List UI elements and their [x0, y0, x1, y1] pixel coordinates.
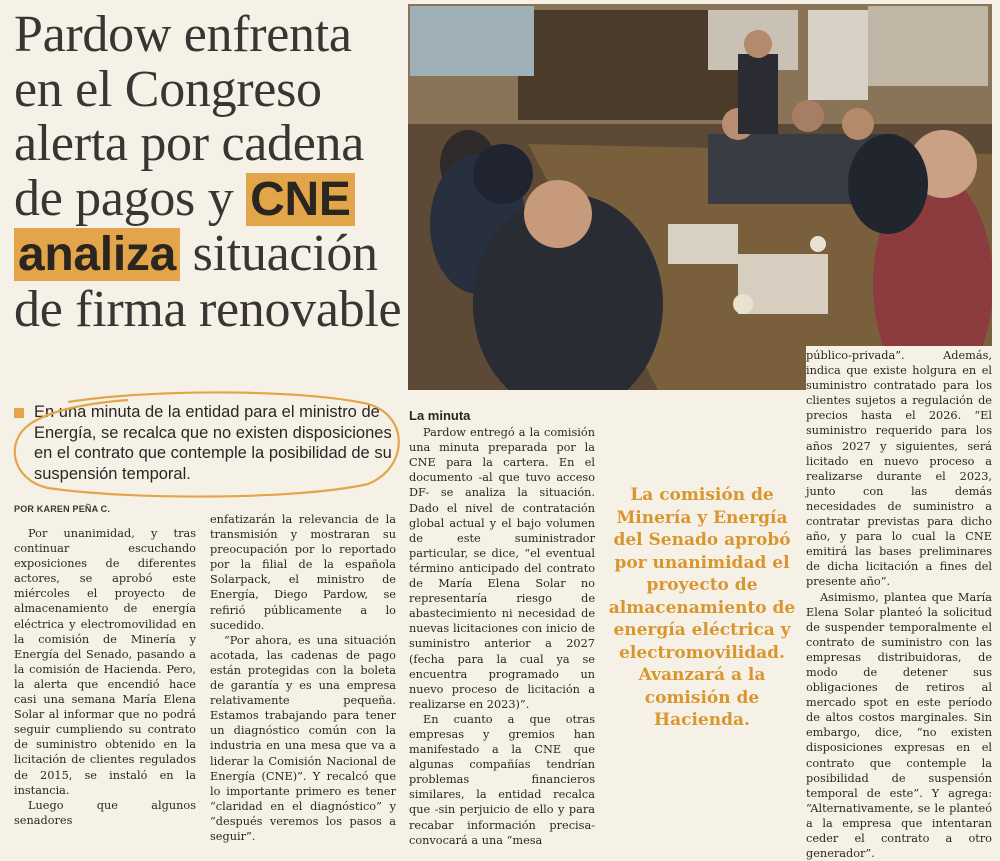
deck-bullet: [14, 408, 24, 418]
paragraph: Asimismo, plantea que María Elena Solar planteó la solicitud de suspender temporalmente el contrato de suministro con las empresas distribuidoras, de modo de detener sus obligaciones de retiros al mercado spot en este período de altos costos marginales. Sin embargo, dice, “no existen disposiciones expresas en el contrato que contemple la posibilidad de suspensión temporal de este”. Y agrega: “Alternativamente, se le planteó a la empresa que intentaran ceder el contrato a otro generador”.: [806, 590, 992, 861]
paragraph: enfatizarán la relevancia de la transmisión y mostraran su preocupación por lo reportado por la filial de la española Solarpack, el ministro de Energía, Diego Pardow, se refirió públicamente a lo sucedido.: [210, 512, 396, 633]
headline-line: en el Congreso: [14, 63, 414, 118]
paragraph: Luego que algunos senadores: [14, 798, 196, 828]
deck: [14, 402, 394, 484]
headline-line: [14, 227, 414, 283]
headline-text: de pagos y: [14, 170, 246, 227]
headline-highlight: CNE: [246, 173, 354, 226]
section-heading: La minuta: [409, 408, 595, 423]
headline-line: Pardow enfrenta: [14, 8, 414, 63]
article-column-4: [806, 346, 992, 861]
paragraph: Pardow entregó a la comisión una minuta preparada por la CNE para la cartera. En el documento -al que tuvo acceso DF- se analiza la situación. Dado el nivel de contratación global actual y el bajo volumen de este suministrador particular, se dice, “el eventual término anticipado del contrato de María Elena Solar no representaría riesgo de abastecimiento ni necesidad de nuevas licitaciones con inicio de suministro anterior a 2027 (fecha para la cual ya se encuentra programado un nuevo proceso de licitación a realizarse en 2023)”.: [409, 425, 595, 712]
headline-line: de firma renovable: [14, 283, 414, 338]
paragraph: “Por ahora, es una situación acotada, las cadenas de pago están protegidas con la boleta de garantía y es una empresa relativamente pequeña. Estamos trabajando para tener un diagnóstico común con la industria en una mesa que va a liderar la Comisión Nacional de Energía (CNE)”. Y recalcó que lo importante primero es tener “claridad en el diagnóstico” y “después veremos los pasos a seguir”.: [210, 633, 396, 844]
paragraph: En cuanto a que otras empresas y gremios han manifestado a la CNE que algunas compañías tendrían problemas financieros similares, la entidad recalca que -sin perjuicio de ello y para recabar información precisa- convocará a una “mesa: [409, 712, 595, 848]
article-column-1: [14, 526, 196, 828]
deck-text: En una minuta de la entidad para el ministro de Energía, se recalca que no existen disposiciones en el contrato que contemple la posibilidad de su suspensión temporal.: [34, 402, 394, 484]
paragraph: Por unanimidad, y tras continuar escuchando exposiciones de diferentes actores, se aprobó este miércoles el proyecto de almacenamiento de energía eléctrica y electromovilidad en la comisión de Minería y Energía del Senado, pasando a la comisión de Hacienda. Pero, la alerta que encendió hace casi una semana María Elena Solar al informar que no podrá seguir cumpliendo su contrato de suministro obtenido en la licitación de clientes regulados de 2015, se instaló en la instancia.: [14, 526, 196, 798]
headline-line: alerta por cadena: [14, 117, 414, 172]
pull-quote: La comisión de Minería y Energía del Senado aprobó por unanimidad el proyecto de almacenamiento de energía eléctrica y electromovilidad. Avanzará a la comisión de Hacienda.: [604, 484, 800, 732]
headline: [14, 8, 414, 337]
headline-line: [14, 172, 414, 228]
hearing-photo: [408, 4, 992, 390]
headline-text: situación: [180, 225, 378, 282]
article-column-3: [409, 408, 595, 848]
article-column-2: [210, 512, 396, 844]
paragraph: público-privada”. Además, indica que existe holgura en el suministro contratado para los clientes sujetos a regulación de precios hasta el 2026. “El suministro requerido para los años 2027 y siguientes, será licitado en nuevo proceso a realizarse durante el 2023, junto con las demás necesidades de suministro a contratar previstas para dicho año, y para lo cual la CNE emitirá las bases preliminares de dicha licitación a fines del presente año”.: [806, 348, 992, 590]
byline: POR KAREN PEÑA C.: [14, 504, 110, 514]
headline-highlight: analiza: [14, 228, 180, 281]
